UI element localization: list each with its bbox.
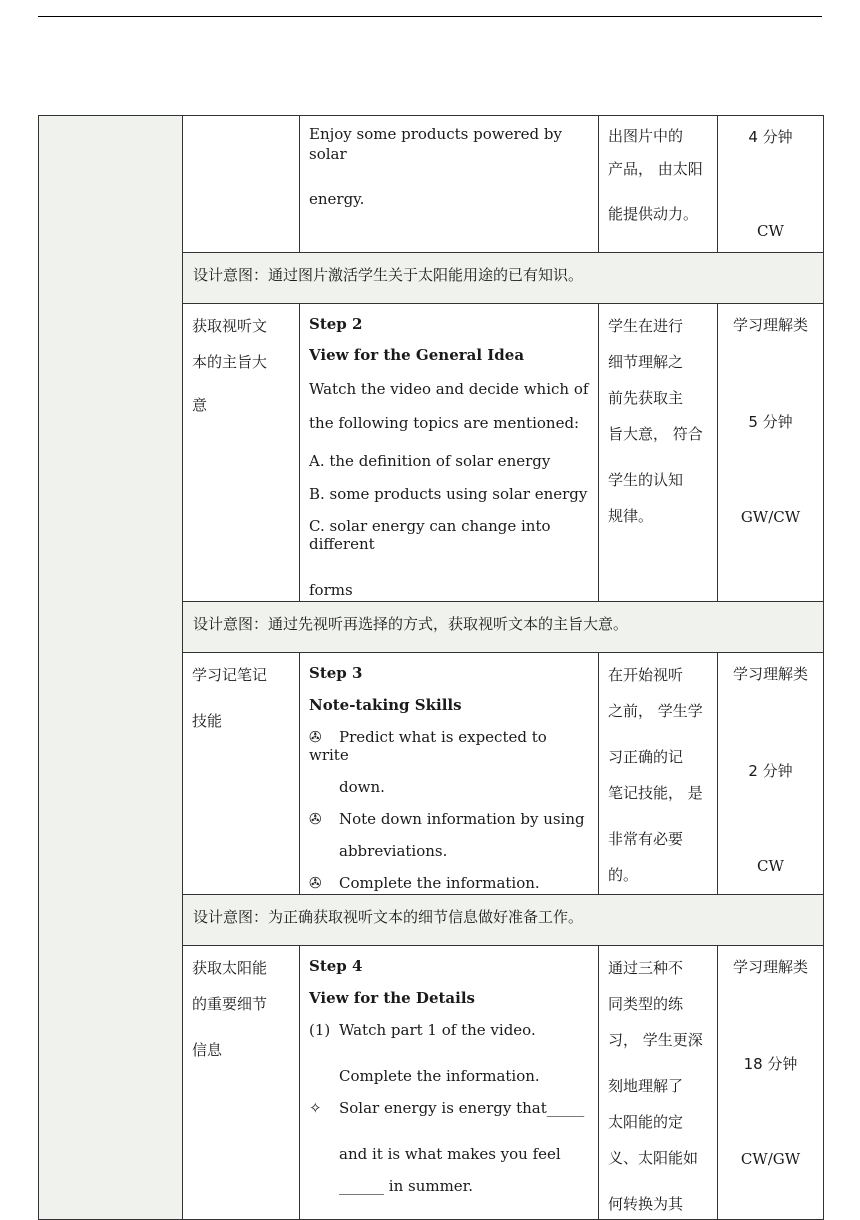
option-line: A. the definition of solar energy xyxy=(309,452,551,470)
goal-line: 获取太阳能 xyxy=(192,959,268,977)
design-intent-text: 设计意图：通过图片激活学生关于太阳能用途的已有知识。 xyxy=(193,266,584,284)
intent-line: 产品， 由太阳 xyxy=(608,160,703,178)
stage-column-cell xyxy=(39,116,183,1220)
design-intent-text: 设计意图：为正确获取视听文本的细节信息做好准备工作。 xyxy=(193,908,584,926)
activity-type: 学习理解类 xyxy=(732,958,808,976)
bullet-icon: ✇ xyxy=(309,874,322,892)
intent-line: 在开始视听 xyxy=(608,666,684,684)
instruction-line: Watch the video and decide which of xyxy=(309,380,589,398)
intent-line: 规律。 xyxy=(608,507,654,525)
goal-line: 获取视听文 xyxy=(192,317,268,335)
goal-line: 的重要细节 xyxy=(192,995,268,1013)
time-mode-cell xyxy=(718,304,824,602)
goal-cell xyxy=(183,116,300,253)
goal-cell xyxy=(183,304,300,602)
time-label: 2 分钟 xyxy=(748,762,793,780)
intent-cell xyxy=(599,304,718,602)
activity-line: Enjoy some products powered by solar xyxy=(309,125,562,163)
step-title: View for the Details xyxy=(309,989,475,1007)
goal-cell xyxy=(183,946,300,1220)
goal-line: 学习记笔记 xyxy=(192,666,268,684)
intent-line: 非常有必要 xyxy=(608,830,684,848)
list-item-cont: ______ in summer. xyxy=(339,1177,473,1195)
activity-line: energy. xyxy=(309,190,365,208)
design-intent-row xyxy=(183,895,824,946)
intent-line: 学生在进行 xyxy=(608,317,684,335)
design-intent-row xyxy=(183,602,824,653)
intent-line: 习， 学生更深 xyxy=(608,1031,703,1049)
activity-cell xyxy=(300,116,599,253)
list-item-cont: and it is what makes you feel xyxy=(339,1145,561,1163)
mode-label: GW/CW xyxy=(740,508,801,526)
intent-line: 出图片中的 xyxy=(608,127,684,145)
intent-cell xyxy=(599,116,718,253)
list-item-cont: Complete the information. xyxy=(339,1067,540,1085)
bullet-icon: ✇ xyxy=(309,810,322,828)
mode-label: CW/GW xyxy=(740,1150,801,1168)
item-number: (1) xyxy=(309,1021,331,1039)
design-intent-row xyxy=(183,253,824,304)
time-mode-cell xyxy=(718,653,824,895)
intent-line: 太阳能的定 xyxy=(608,1113,684,1131)
intent-line: 刻地理解了 xyxy=(608,1077,684,1095)
option-line: B. some products using solar energy xyxy=(309,485,588,503)
time-mode-cell xyxy=(718,946,824,1220)
goal-cell xyxy=(183,653,300,895)
header-rule xyxy=(38,16,822,17)
list-item: ✇ Predict what is expected to write xyxy=(309,728,547,764)
mode-label: CW xyxy=(757,222,784,240)
step-number: Step 3 xyxy=(309,664,363,682)
intent-line: 能提供动力。 xyxy=(608,205,699,223)
step-number: Step 4 xyxy=(309,957,363,975)
intent-line: 何转换为其 xyxy=(608,1195,684,1213)
activity-cell xyxy=(300,653,599,895)
mode-label: CW xyxy=(757,857,784,875)
activity-cell xyxy=(300,946,599,1220)
step-number: Step 2 xyxy=(309,315,363,333)
intent-line: 通过三种不 xyxy=(608,959,684,977)
intent-line: 同类型的练 xyxy=(608,995,684,1013)
list-item: ✇ Complete the information. xyxy=(309,874,540,892)
list-item-cont: down. xyxy=(339,778,385,796)
intent-cell xyxy=(599,946,718,1220)
intent-line: 前先获取主 xyxy=(608,389,684,407)
goal-line: 本的主旨大 xyxy=(192,353,268,371)
step-title: Note-taking Skills xyxy=(309,696,462,714)
goal-line: 技能 xyxy=(192,712,223,730)
table-row xyxy=(39,116,824,253)
time-label: 18 分钟 xyxy=(743,1055,798,1073)
activity-cell xyxy=(300,304,599,602)
design-intent-text: 设计意图：通过先视听再选择的方式，获取视听文本的主旨大意。 xyxy=(193,615,629,633)
time-label: 5 分钟 xyxy=(748,413,793,431)
list-item: ✇ Note down information by using xyxy=(309,810,585,828)
intent-line: 细节理解之 xyxy=(608,353,684,371)
bullet-icon: ✇ xyxy=(309,728,322,746)
list-item: (1) Watch part 1 of the video. xyxy=(309,1021,536,1039)
activity-type: 学习理解类 xyxy=(732,665,808,683)
intent-line: 义、太阳能如 xyxy=(608,1149,699,1167)
intent-line: 旨大意， 符合 xyxy=(608,425,703,443)
option-line: forms xyxy=(309,581,353,599)
list-item: ✧ Solar energy is energy that_____ xyxy=(309,1099,585,1117)
activity-type: 学习理解类 xyxy=(732,316,808,334)
intent-line: 学生的认知 xyxy=(608,471,684,489)
list-item-cont: abbreviations. xyxy=(339,842,448,860)
intent-line: 的。 xyxy=(608,866,639,884)
time-label: 4 分钟 xyxy=(748,128,793,146)
intent-line: 习正确的记 xyxy=(608,748,684,766)
intent-cell xyxy=(599,653,718,895)
goal-line: 意 xyxy=(192,396,208,414)
step-title: View for the General Idea xyxy=(309,346,525,364)
diamond-icon: ✧ xyxy=(309,1099,322,1117)
intent-line: 之前， 学生学 xyxy=(608,702,703,720)
option-line: C. solar energy can change into different xyxy=(309,517,551,553)
goal-line: 信息 xyxy=(192,1041,223,1059)
intent-line: 笔记技能， 是 xyxy=(608,784,703,802)
time-mode-cell xyxy=(718,116,824,253)
instruction-line: the following topics are mentioned: xyxy=(309,414,580,432)
lesson-plan-table xyxy=(38,115,824,1220)
